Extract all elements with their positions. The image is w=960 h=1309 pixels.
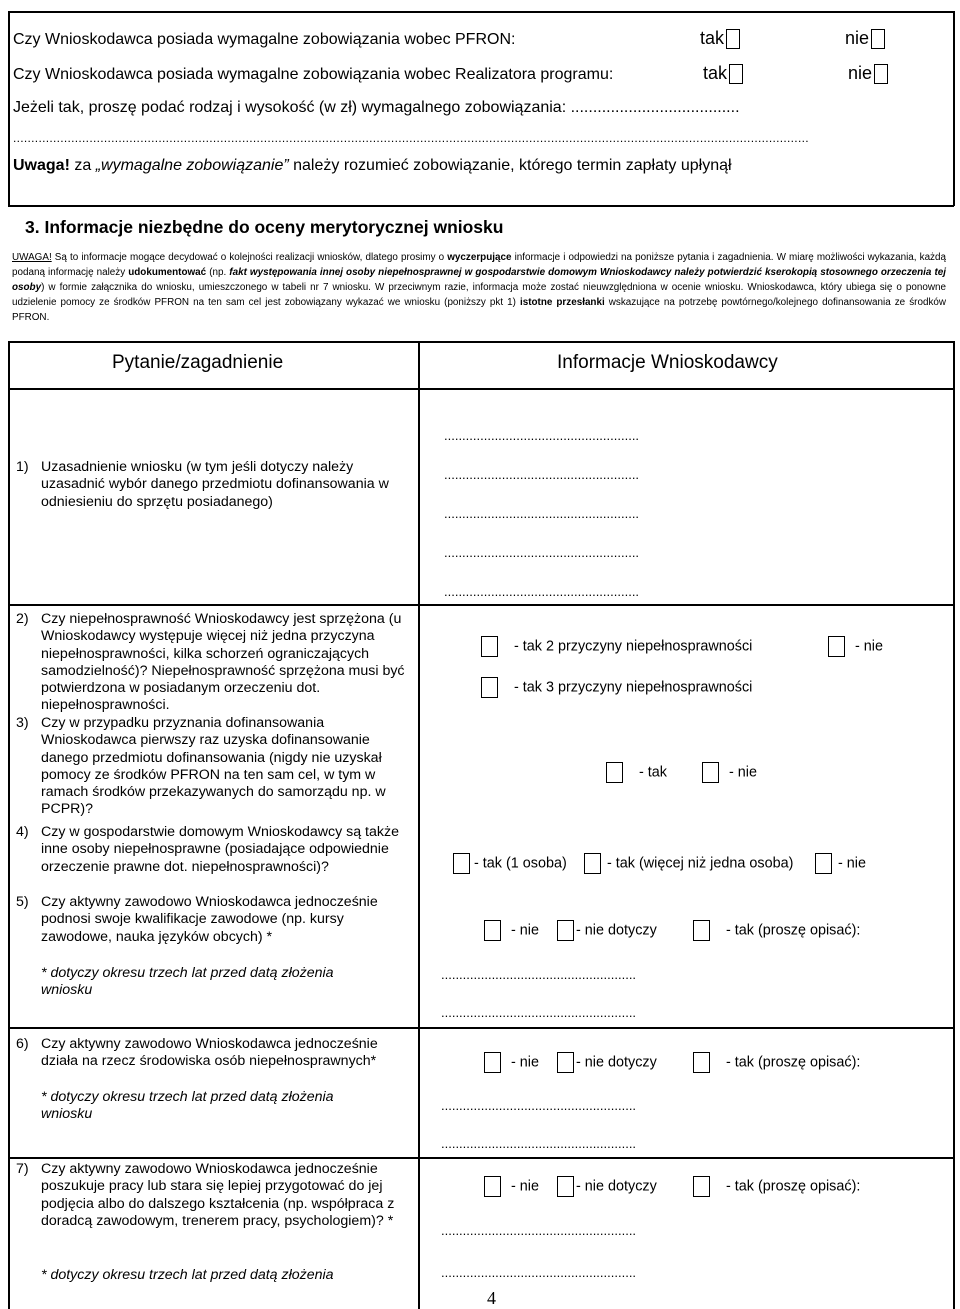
- q7-checkbox-tak[interactable]: [693, 1176, 710, 1197]
- question-5-footnote: * dotyczy okresu trzech lat przed datą złożenia wniosku: [41, 965, 334, 999]
- q6-checkbox-tak[interactable]: [693, 1052, 710, 1073]
- question-5-number: 5): [16, 894, 29, 910]
- q7-checkbox-nie-dotyczy[interactable]: [557, 1176, 574, 1197]
- note-pre: za: [69, 157, 96, 174]
- question-7-footnote: * dotyczy okresu trzech lat przed datą złożenia: [41, 1267, 334, 1283]
- question-3-text: Czy w przypadku przyznania dofinansowania Wnioskodawca pierwszy raz uzyska dofinansowanie danego przedmiotu dofinansowania (nigdy nie uzyskał pomocy ze środków PFRON na ten sam cel, w tym w ramach środków przekazywanych do samorządu np. w PCPR)?: [41, 715, 386, 818]
- pfron-question: Czy Wnioskodawca posiada wymagalne zobowiązania wobec PFRON:: [13, 31, 516, 48]
- pfron-tak-checkbox[interactable]: [726, 29, 740, 49]
- section-intro: [12, 250, 946, 325]
- warning-label: UWAGA!: [12, 252, 52, 263]
- intro-bold-italic: fakt występowania innej osoby niepełnosprawnej w gospodarstwie domowym Wnioskodawcy należy potwierdzić kserokopią stosownego orzeczenia tej osoby: [12, 267, 946, 294]
- question-2-text: Czy niepełnosprawność Wnioskodawcy jest sprzężona (u Wnioskodawcy występuje więcej niż jedna przyczyna niepełnosprawności, kilka schorzeń ograniczających samodzielność)? Niepełnosprawność sprzężona musi być potwierdzona w posiadanym orzeczeniu dot. niepełnosprawności.: [41, 611, 405, 714]
- intro-bold-1: wyczerpujące: [447, 252, 512, 263]
- question-4-text: Czy w gospodarstwie domowym Wnioskodawcy są także inne osoby niepełnosprawne (posiadające odpowiednie orzeczenie prawne dot. niepełnosprawności)?: [41, 824, 399, 875]
- pfron-tak-label: tak: [700, 28, 725, 48]
- q7-option-tak: [693, 1176, 860, 1197]
- q2-option-2-label: - nie: [855, 638, 883, 655]
- q4-checkbox-3[interactable]: [815, 853, 832, 874]
- table-divider: [418, 341, 420, 1309]
- question-3-number: 3): [16, 715, 29, 731]
- q3-option-2: [702, 762, 757, 783]
- question-6-text: Czy aktywny zawodowo Wnioskodawca jednocześnie działa na rzecz środowiska osób niepełnosprawnych*: [41, 1036, 378, 1070]
- q4-checkbox-2[interactable]: [584, 853, 601, 874]
- intro-bold-3: istotne przesłanki: [519, 297, 605, 309]
- question-4-number: 4): [16, 824, 29, 840]
- q5-option-nie: [484, 920, 539, 941]
- q6-option-nie-dotyczy-label: - nie dotyczy: [576, 1054, 657, 1071]
- pfron-nie-label: nie: [845, 28, 870, 48]
- table-top: [8, 341, 954, 343]
- intro-bold-2: udokumentować: [128, 267, 207, 279]
- realizator-question: Czy Wnioskodawca posiada wymagalne zobowiązania wobec Realizatora programu:: [13, 66, 614, 83]
- intro-3: (np.: [206, 267, 230, 279]
- intro-2: informacje i odpowiedzi na poniższe pytania i zagadnienia. W miarę możliwości wykazania, każdą podaną informację należy: [12, 252, 946, 279]
- frame-top: [8, 11, 954, 13]
- q7-option-nie-label: - nie: [511, 1178, 539, 1195]
- table-header-line: [8, 388, 954, 390]
- q2-checkbox-3[interactable]: [481, 677, 498, 698]
- pfron-nie-checkbox[interactable]: [871, 29, 885, 49]
- q5-option-nie-dotyczy: [557, 920, 657, 941]
- q1-dots-5[interactable]: ......................................................: [444, 584, 640, 599]
- q2-option-1: [481, 636, 752, 657]
- if-yes-field[interactable]: Jeżeli tak, proszę podać rodzaj i wysokość (w zł) wymagalnego zobowiązania: ......................................: [13, 99, 740, 116]
- q5-option-nie-dotyczy-label: - nie dotyczy: [576, 922, 657, 939]
- section-title: 3. Informacje niezbędne do oceny merytorycznej wniosku: [25, 217, 504, 237]
- q7-option-nie: [484, 1176, 539, 1197]
- q7-option-nie-dotyczy: [557, 1176, 657, 1197]
- question-1-number: 1): [16, 459, 29, 475]
- q5-option-tak-label: - tak (proszę opisać):: [726, 922, 861, 939]
- q5-dots-2[interactable]: ......................................................: [441, 1005, 637, 1020]
- q2-option-3-label: - tak 3 przyczyny niepełnosprawności: [514, 679, 753, 696]
- q4-option-1-label: - tak (1 osoba): [474, 855, 567, 872]
- q4-checkbox-1[interactable]: [453, 853, 470, 874]
- q3-option-1: [606, 762, 667, 783]
- q5-checkbox-nie[interactable]: [484, 920, 501, 941]
- realizator-nie-checkbox[interactable]: [874, 64, 888, 84]
- pfron-tak: [700, 28, 740, 49]
- q3-checkbox-2[interactable]: [702, 762, 719, 783]
- q7-checkbox-nie[interactable]: [484, 1176, 501, 1197]
- q2-option-3: [481, 677, 752, 698]
- q5-option-tak: [693, 920, 860, 941]
- q6-checkbox-nie[interactable]: [484, 1052, 501, 1073]
- q4-option-1: [453, 853, 567, 874]
- q7-option-tak-label: - tak (proszę opisać):: [726, 1178, 861, 1195]
- q4-option-3-label: - nie: [838, 855, 866, 872]
- question-5-text: Czy aktywny zawodowo Wnioskodawca jednocześnie podnosi swoje kwalifikacje zawodowe (np. kursy zawodowe, nauka języków obcych) *: [41, 894, 378, 945]
- question-6-number: 6): [16, 1036, 29, 1052]
- intro-5: wskazujące na potrzebę powtórnego/kolejnego dofinansowania ze środków PFRON.: [12, 297, 946, 324]
- intro-1: Są to informacje mogące decydować o kolejności realizacji wniosków, dlatego prosimy o: [51, 252, 448, 263]
- q7-option-nie-dotyczy-label: - nie dotyczy: [576, 1178, 657, 1195]
- q6-checkbox-nie-dotyczy[interactable]: [557, 1052, 574, 1073]
- frame-left: [8, 11, 10, 206]
- q5-option-nie-label: - nie: [511, 922, 539, 939]
- q6-option-tak-label: - tak (proszę opisać):: [726, 1054, 861, 1071]
- note-post: należy rozumieć zobowiązanie, którego termin zapłaty upłynął: [288, 157, 732, 174]
- realizator-nie: [848, 63, 888, 84]
- realizator-nie-label: nie: [848, 63, 873, 83]
- pfron-nie: [845, 28, 885, 49]
- q5-checkbox-tak[interactable]: [693, 920, 710, 941]
- q5-dots-1[interactable]: ......................................................: [441, 967, 637, 982]
- q4-option-2: [584, 853, 793, 874]
- note-italic: „wymagalne zobowiązanie”: [95, 157, 289, 174]
- row6-line: [8, 1157, 954, 1159]
- col-left-header: Pytanie/zagadnienie: [112, 352, 284, 373]
- table-left: [8, 341, 10, 1309]
- q6-option-nie-label: - nie: [511, 1054, 539, 1071]
- realizator-tak-label: tak: [703, 63, 728, 83]
- q6-option-nie: [484, 1052, 539, 1073]
- q6-option-nie-dotyczy: [557, 1052, 657, 1073]
- question-2-number: 2): [16, 611, 29, 627]
- q6-option-tak: [693, 1052, 860, 1073]
- intro-4: ) w formie załącznika do wniosku, umieszczonego w tabeli nr 7 wniosku. W przeciwnym razie, informacja może zostać nieuwzględniona w ocenie wniosku. Wnioskodawca, który ubiega się o ponowne udzielenie pomocy ze środków PFRON na ten sam cel jest zobowiązany wykazać we wniosku (poniższy pkt 1): [12, 282, 946, 309]
- q7-dots-2[interactable]: ......................................................: [441, 1265, 637, 1280]
- question-7-number: 7): [16, 1161, 29, 1177]
- realizator-tak: [703, 63, 743, 84]
- table-right: [953, 341, 955, 1309]
- if-yes-dots[interactable]: ...........................................................................................................................................................................................................................: [13, 131, 809, 145]
- q4-option-3: [815, 853, 866, 874]
- frame-bottom: [8, 205, 954, 207]
- frame-right: [953, 11, 955, 206]
- q2-checkbox-1[interactable]: [481, 636, 498, 657]
- realizator-tak-checkbox[interactable]: [729, 64, 743, 84]
- question-6-footnote: * dotyczy okresu trzech lat przed datą złożenia wniosku: [41, 1089, 334, 1123]
- q2-checkbox-2[interactable]: [828, 636, 845, 657]
- q1-dots-4[interactable]: ......................................................: [444, 545, 640, 560]
- note: [13, 157, 732, 175]
- q4-option-2-label: - tak (więcej niż jedna osoba): [607, 855, 794, 872]
- question-7-text: Czy aktywny zawodowo Wnioskodawca jednocześnie poszukuje pracy lub stara się lepiej przygotować do jej podjęcia albo do dalszego kształcenia (np. współpraca z doradcą zawodowym, trenerem pracy, psychologiem)? *: [41, 1161, 395, 1229]
- note-label: Uwaga!: [13, 157, 70, 174]
- q3-checkbox-1[interactable]: [606, 762, 623, 783]
- q2-option-1-label: - tak 2 przyczyny niepełnosprawności: [514, 638, 753, 655]
- q3-option-1-label: - tak: [639, 764, 667, 781]
- page-number: 4: [487, 1288, 496, 1308]
- q1-dots-2[interactable]: ......................................................: [444, 467, 640, 482]
- row5-line: [8, 1027, 954, 1029]
- q3-option-2-label: - nie: [729, 764, 757, 781]
- q1-dots-3[interactable]: ......................................................: [444, 506, 640, 521]
- q5-checkbox-nie-dotyczy[interactable]: [557, 920, 574, 941]
- q6-dots-1[interactable]: ......................................................: [441, 1098, 637, 1113]
- col-right-header: Informacje Wnioskodawcy: [557, 352, 778, 373]
- q7-dots-1[interactable]: ......................................................: [441, 1223, 637, 1238]
- question-1-text: Uzasadnienie wniosku (w tym jeśli dotyczy należy uzasadnić wybór danego przedmiotu dofinansowania w odniesieniu do sprzętu posiadanego): [41, 459, 389, 510]
- q2-option-2: [828, 636, 883, 657]
- row1-line: [8, 604, 954, 606]
- q1-dots-1[interactable]: ......................................................: [444, 428, 640, 443]
- q6-dots-2[interactable]: ......................................................: [441, 1136, 637, 1151]
